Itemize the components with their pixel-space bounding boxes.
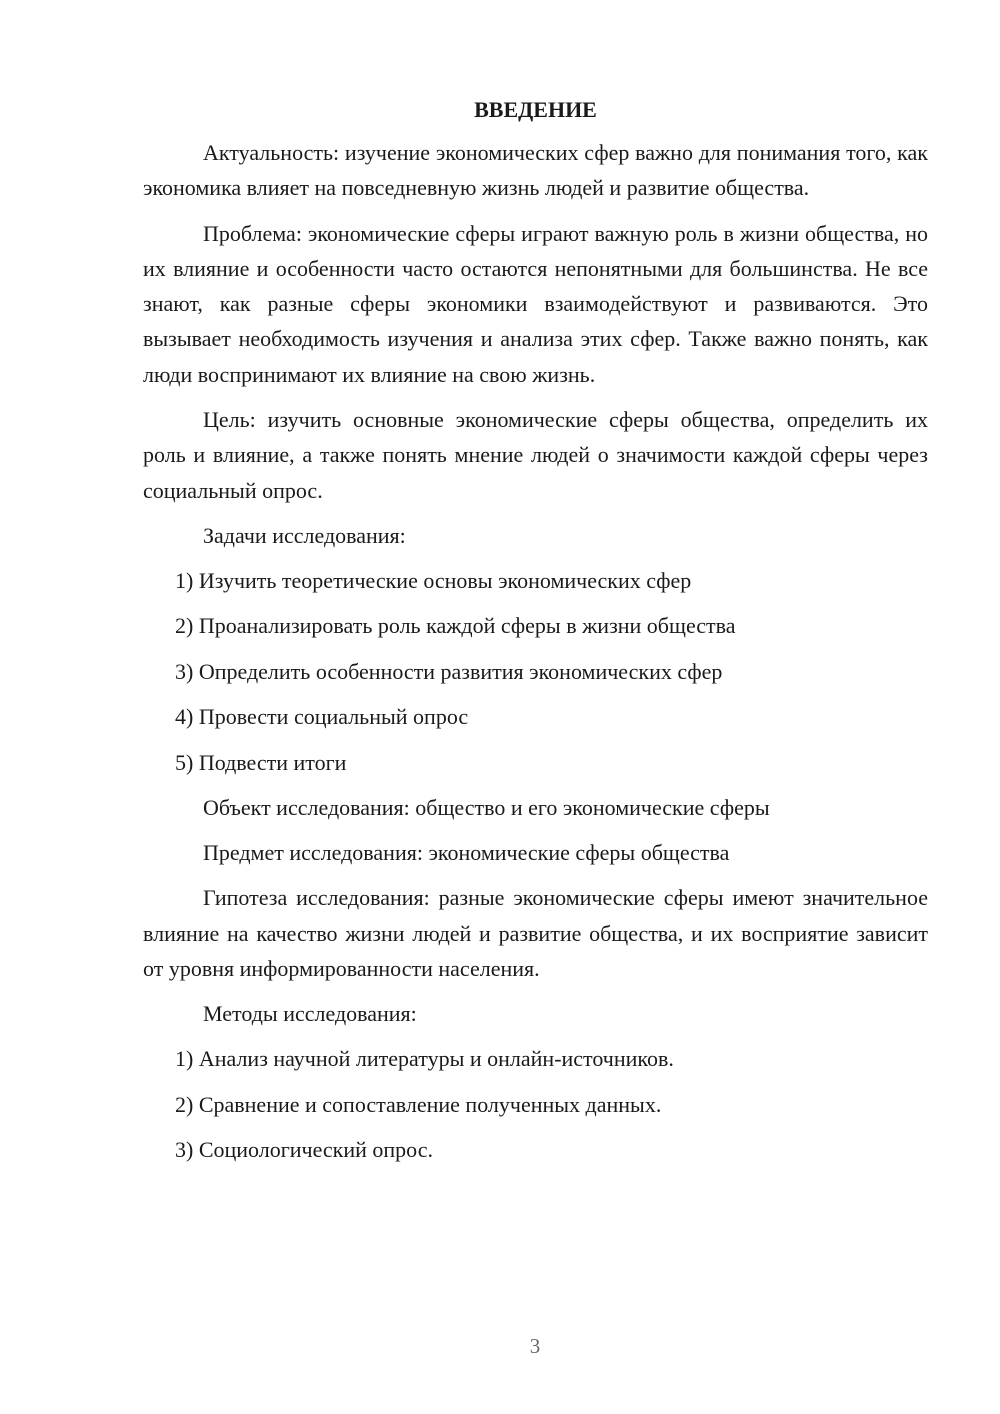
- hypothesis-paragraph: Гипотеза исследования: разные экономические сферы имеют значительное влияние на качество жизни людей и развитие общества, и их восприятие зависит от уровня информированности населения.: [143, 885, 928, 982]
- list-item: 1) Анализ научной литературы и онлайн-источников.: [175, 1046, 674, 1072]
- page-number: 3: [529, 1334, 541, 1358]
- problem-paragraph: Проблема: экономические сферы играют важную роль в жизни общества, но их влияние и особенности часто остаются непонятными для большинства. Не все знают, как разные сферы экономики взаимодействуют и развиваются. Это вызывает необходимость изучения и анализа этих сфер. Также важно понять, как люди воспринимают их влияние на свою жизнь.: [143, 220, 928, 387]
- tasks-list: [143, 563, 928, 780]
- methods-list: [143, 1041, 928, 1167]
- section-title: ВВЕДЕНИЕ: [474, 97, 597, 122]
- tasks-heading: Задачи исследования:: [203, 522, 406, 548]
- object-paragraph: Объект исследования: общество и его экономические сферы: [203, 795, 770, 821]
- methods-heading: Методы исследования:: [203, 1001, 417, 1027]
- goal-paragraph: Цель: изучить основные экономические сферы общества, определить их роль и влияние, а также понять мнение людей о значимости каждой сферы через социальный опрос.: [143, 407, 928, 503]
- list-item: 1) Изучить теоретические основы экономических сфер: [175, 567, 692, 593]
- relevance-paragraph: Актуальность: изучение экономических сфер важно для понимания того, как экономика влияет на повседневную жизнь людей и развитие общества.: [143, 140, 928, 201]
- list-item: 4) Провести социальный опрос: [175, 704, 469, 730]
- list-item: 2) Сравнение и сопоставление полученных данных.: [175, 1091, 662, 1117]
- document-page: [143, 95, 928, 1178]
- list-item: 5) Подвести итоги: [175, 749, 347, 775]
- subject-paragraph: Предмет исследования: экономические сферы общества: [203, 840, 730, 866]
- list-item: 3) Социологический опрос.: [175, 1137, 433, 1163]
- list-item: 3) Определить особенности развития экономических сфер: [175, 658, 723, 684]
- list-item: 2) Проанализировать роль каждой сферы в жизни общества: [175, 613, 736, 639]
